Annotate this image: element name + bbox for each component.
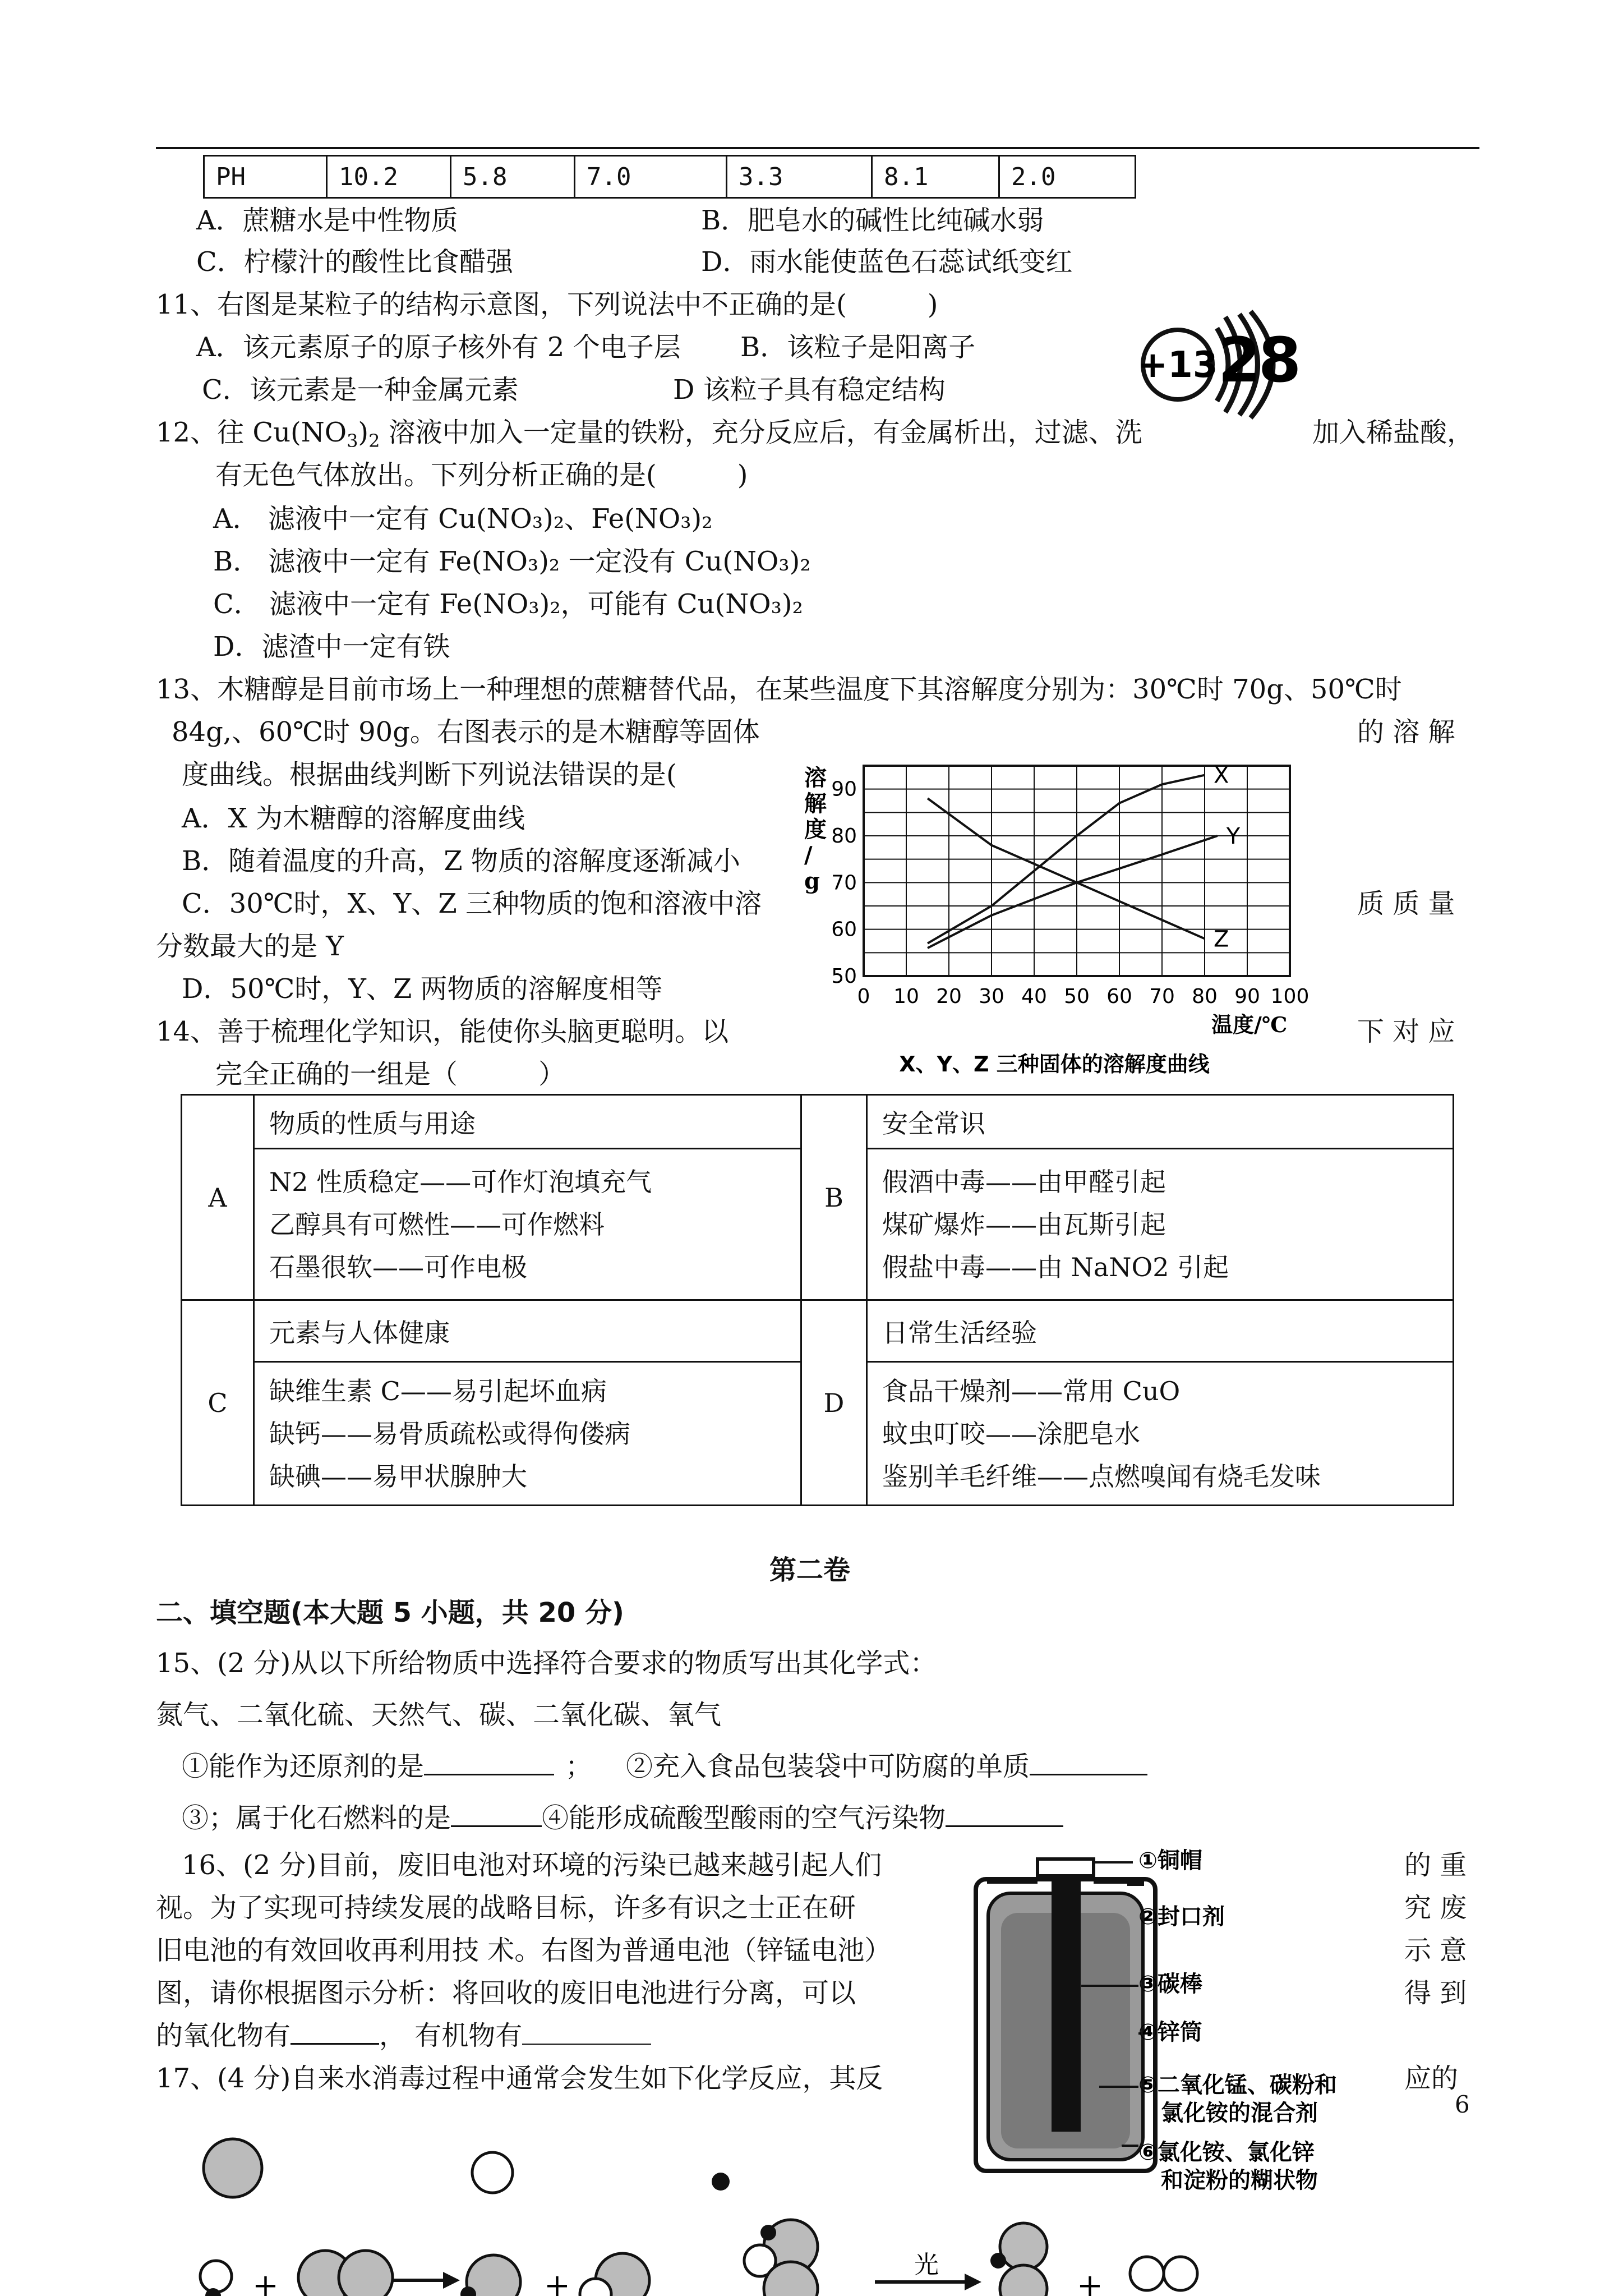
q11-stem: 11、右图是某粒子的结构示意图，下列说法中不正确的是( ) [156,289,938,320]
q16-line4-tail: 得 到 [1404,1977,1467,2009]
x-tick-label: 100 [1270,985,1310,1008]
x-tick-label: 10 [893,985,919,1008]
q10-option-c: C．柠檬汁的酸性比食醋强 [196,246,513,278]
q13-option-d: D．50℃时，Y、Z 两物质的溶解度相等 [182,973,663,1005]
row-key-a: A [182,1095,254,1300]
ph-value: 5.8 [451,156,575,198]
q12-option-d: D．滤渣中一定有铁 [213,631,450,662]
q13-option-c-line1: C．30℃时，X、Y、Z 三种物质的饱和溶液中溶 [182,888,762,919]
q17-line1-tail: 应的 [1404,2063,1459,2094]
x-tick-label: 30 [979,985,1004,1008]
y-tick-label: 70 [831,871,857,895]
series-label-x: X [1214,762,1229,789]
hydrogen-atom-legend [712,2173,730,2191]
q16-line1: 16、(2 分)目前，废旧电池对环境的污染已越来越引起人们 [182,1849,882,1881]
y-axis-label-char-5: g [804,868,820,894]
y-tick-label: 60 [831,918,857,941]
battery-label-mix: ⑤二氧化锰、碳粉和 [1138,2072,1337,2098]
q12-stem-line1-tail: 加入稀盐酸， [1312,417,1474,448]
table-line: 乙醇具有可燃性——可作燃料 [269,1209,605,1240]
q14-line1-tail: 下 对 应 [1357,1016,1455,1047]
table-line: 煤矿爆炸——由瓦斯引起 [882,1209,1166,1240]
nucleus-charge: +13 [1137,344,1218,386]
ph-value: 2.0 [999,156,1136,198]
q15-stem: 15、(2 分)从以下所给物质中选择符合要求的物质写出其化学式： [156,1648,937,1679]
row-key-c: C [182,1300,254,1506]
ph-label: PH [204,156,327,198]
series-line-z [928,798,1205,938]
answer-blank[interactable] [1030,1774,1147,1775]
cell-heading-a: 物质的性质与用途 [254,1095,801,1149]
q14-line2: 完全正确的一组是（ ） [215,1059,566,1090]
q15-substance-list: 氮气、二氧化硫、天然气、碳、二氧化碳、氧气 [156,1699,722,1731]
series-label-z: Z [1214,926,1229,953]
shell-1-electrons: 2 [1218,324,1261,396]
copper-cap [1038,1859,1094,1876]
q12-option-a: A． 滤液中一定有 Cu(NO₃)₂、Fe(NO₃)₂ [213,503,713,535]
x-tick-label: 70 [1149,985,1175,1008]
answer-blank[interactable] [451,1825,542,1827]
atom-structure-diagram [1133,303,1312,432]
battery-label-carbon-rod: ③碳棒 [1138,1971,1202,1997]
y-tick-label: 90 [831,777,857,801]
q11-option-a: A．该元素原子的原子核外有 2 个电子层 [196,332,681,363]
q16-line3-tail: 示 意 [1404,1935,1467,1966]
table-line: N2 性质稳定——可作灯泡填充气 [269,1166,652,1197]
y-axis-label-char-4: / [804,842,813,868]
series-label-y: Y [1226,823,1241,849]
q16-line2: 视。为了实现可持续发展的战略目标，许多有识之士正在研 [156,1892,856,1924]
battery-label-sealant: ②封口剂 [1138,1904,1225,1930]
q13-line2-tail: 的 溶 解 [1357,716,1455,748]
knowledge-table [181,1094,1454,1506]
q12-option-b: B． 滤液中一定有 Fe(NO₃)₂ 一定没有 Cu(NO₃)₂ [213,546,811,577]
q12-stem-line1: 12、往 $Cu(NO_3)_2$ 溶液中加入一定量的铁粉，充分反应后，有金属析出，过滤、洗 [156,417,1142,452]
answer-blank[interactable] [291,2043,379,2045]
cell-body-d [867,1362,1454,1506]
cell-heading-c: 元素与人体健康 [254,1300,801,1362]
battery-label-paste: ⑥氯化铵、氯化锌 [1138,2139,1315,2165]
page-number: 6 [1455,2091,1470,2118]
section-title: 第二卷 [769,1554,851,1586]
q17-line1: 17、(4 分)自来水消毒过程中通常会发生如下化学反应，其反 [156,2063,883,2094]
table-line: 食品干燥剂——常用 CuO [882,1375,1181,1406]
table-line: 缺钙——易骨质疏松或得佝偻病 [269,1418,630,1449]
cell-body-c [254,1362,801,1506]
cell-body-a [254,1149,801,1300]
table-line: 假酒中毒——由甲醛引起 [882,1166,1166,1197]
oxygen-atom-legend [472,2152,513,2193]
table-line: 蚊虫叮咬——涂肥皂水 [882,1418,1140,1449]
q13-line1: 13、木糖醇是目前市场上一种理想的蔗糖替代品，在某些温度下其溶解度分别为：30℃时 70g、50℃时 [156,674,1402,705]
cell-heading-b: 安全常识 [867,1095,1454,1149]
x-tick-label: 0 [857,985,870,1008]
answer-blank[interactable] [946,1825,1063,1827]
q12-option-c: C． 滤液中一定有 Fe(NO₃)₂，可能有 Cu(NO₃)₂ [213,588,803,620]
x-axis-label: 温度/℃ [1211,1012,1288,1037]
q10-option-b: B．肥皂水的碱性比纯碱水弱 [701,205,1044,236]
x-tick-label: 80 [1192,985,1218,1008]
q14-line1: 14、善于梳理化学知识，能使你头脑更聪明。以 [156,1016,729,1047]
row-key-d: D [801,1300,867,1506]
q13-option-c-line2: 分数最大的是 Y [156,931,344,962]
plus-sign-1: + [252,2267,279,2296]
q13-option-b: B．随着温度的升高，Z 物质的溶解度逐渐减小 [182,845,740,877]
x-tick-label: 20 [936,985,962,1008]
chart-title: X、Y、Z 三种固体的溶解度曲线 [899,1052,1210,1076]
q10-option-a: A．蔗糖水是中性物质 [196,205,458,236]
table-line: 假盐中毒——由 NaNO2 引起 [882,1251,1229,1282]
y-tick-label: 80 [831,825,857,848]
q16-line4: 图，请你根据图示分析：将回收的废旧电池进行分离，可以 [156,1977,856,2009]
solubility-chart [796,752,1346,1088]
header-rule [156,147,1479,149]
q16-line2-tail: 究 废 [1404,1892,1467,1924]
section-heading: 二、填空题(本大题 5 小题，共 20 分) [156,1597,624,1628]
ph-table [203,155,1136,199]
q11-option-b: B．该粒子是阳离子 [740,332,976,363]
q11-option-d: D 该粒子具有稳定结构 [673,374,946,406]
y-axis-label-char-1: 溶 [804,765,827,791]
ph-value: 10.2 [327,156,451,198]
carbon-rod [1052,1874,1081,2132]
ph-value: 8.1 [872,156,999,198]
table-line: 石墨很软——可作电极 [269,1251,527,1282]
reaction-diagram [168,2126,1402,2296]
plus-sign-2: + [544,2267,570,2296]
battery-label-copper-cap: ①铜帽 [1138,1848,1202,1874]
q15-part-1-2: ①能作为还原剂的是 ； ②充入食品包装袋中可防腐的单质 [182,1751,1147,1782]
q13-line3: 度曲线。根据曲线判断下列说法错误的是( [182,759,677,790]
battery-label-zinc-can: ④锌筒 [1138,2019,1202,2045]
answer-blank[interactable] [424,1774,554,1775]
row-key-b: B [801,1095,867,1300]
x-tick-label: 90 [1234,985,1260,1008]
plus-sign-3: + [1077,2267,1103,2296]
y-axis-label-char-3: 度 [804,816,827,843]
y-tick-label: 50 [831,965,857,988]
x-tick-label: 60 [1106,985,1132,1008]
x-tick-label: 50 [1064,985,1090,1008]
x-tick-label: 40 [1021,985,1047,1008]
shell-2-electrons: 8 [1258,324,1302,396]
series-line-y [928,836,1218,948]
q12-stem-line2: 有无色气体放出。下列分析正确的是( ) [215,459,748,491]
y-axis-label-char-2: 解 [804,790,827,817]
q16-line5: 的氧化物有 ， 有机物有 [156,2021,651,2051]
ph-value: 7.0 [575,156,727,198]
chlorine-atom-legend [204,2139,262,2197]
q16-line1-tail: 的 重 [1404,1849,1467,1881]
q13-option-c-tail: 质 质 量 [1357,888,1455,919]
q16-line3: 旧电池的有效回收再利用技 术。右图为普通电池（锌锰电池） [156,1935,892,1966]
reaction-condition-light: 光 [914,2251,939,2279]
table-line: 缺碘——易甲状腺肿大 [269,1461,527,1492]
q11-option-c: C．该元素是一种金属元素 [202,374,519,406]
answer-blank[interactable] [522,2044,651,2045]
q10-option-d: D．雨水能使蓝色石蕊试纸变红 [701,246,1073,278]
battery-label-mix-2: 氯化铵的混合剂 [1161,2100,1318,2126]
y-axis-label [804,765,834,894]
table-line: 鉴别羊毛纤维——点燃嗅闻有烧毛发味 [882,1461,1321,1492]
cell-heading-d: 日常生活经验 [867,1300,1454,1362]
q13-line2: 84g,、60℃时 90g。右图表示的是木糖醇等固体 [172,716,760,748]
battery-label-paste-2: 和淀粉的糊状物 [1161,2168,1318,2193]
ph-value: 3.3 [727,156,872,198]
table-line: 缺维生素 C——易引起坏血病 [269,1375,607,1406]
cell-body-b [867,1149,1454,1300]
q13-option-a: A．X 为木糖醇的溶解度曲线 [182,803,525,834]
q15-part-3-4: ③；属于化石燃料的是 ④能形成硫酸型酸雨的空气污染物 [182,1803,1063,1834]
